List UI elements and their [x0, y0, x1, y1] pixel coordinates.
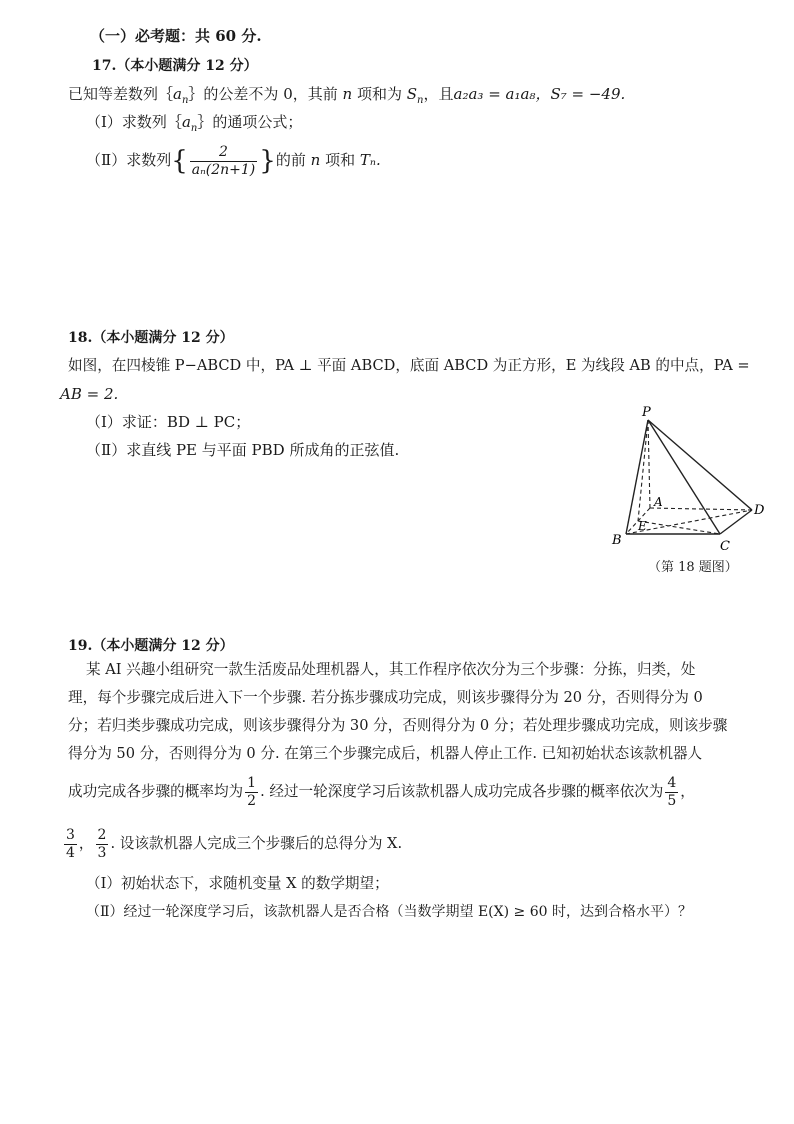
q17-header: 17.（本小题满分 12 分）: [92, 58, 258, 74]
q17-part2-tail: 项和: [325, 151, 356, 169]
edge-PA: [648, 420, 650, 508]
q19-frac2-den: 5: [667, 792, 677, 809]
q17-stem: [68, 84, 625, 111]
q19-frac-four-fifths: [665, 775, 678, 810]
q19-line4: 得分为 50 分，否则得分为 0 分. 在第三个步骤完成后，机器人停止工作. 已知初始状态该款机器人: [68, 745, 703, 762]
q17-part2-pre: （Ⅱ）求数列: [86, 151, 172, 169]
label-C: C: [720, 539, 730, 554]
edge-CD: [720, 510, 752, 534]
q18-part2: （Ⅱ）求直线 PE 与平面 PBD 所成角的正弦值.: [86, 441, 400, 459]
q19-line6-sep: ，: [78, 835, 94, 852]
q19-line5: [68, 772, 695, 812]
q19-frac-half: [245, 775, 258, 810]
q17-part2-T: Tₙ.: [359, 151, 381, 169]
q19-frac3-den: 4: [66, 844, 75, 861]
q19-line5-pre: 成功完成各步骤的概率均为: [68, 783, 244, 800]
q17-seq-a: $a_n$: [173, 85, 189, 106]
label-E: E: [638, 519, 647, 533]
q18-stem-line1: 如图，在四棱锥 P−ABCD 中，PA ⊥ 平面 ABCD，底面 ABCD 为正方形，E 为线段 AB 的中点，PA =: [68, 357, 750, 374]
q19-line6-post: . 设该款机器人完成三个步骤后的总得分为 X.: [110, 835, 403, 852]
q19-frac4-num: 2: [97, 826, 107, 843]
q19-line5-mid: . 经过一轮深度学习后该款机器人成功完成各步骤的概率依次为: [260, 783, 664, 800]
q17-stem-S: $S_n$: [406, 85, 424, 106]
q19-frac-half-num: 1: [247, 774, 257, 791]
q19-line6: [62, 824, 402, 864]
q18-stem-line2: AB = 2.: [60, 385, 119, 403]
q17-frac-num: 2: [190, 144, 258, 162]
q17-brace-right: }: [259, 146, 276, 176]
q19-frac-three-fourths: [64, 827, 77, 862]
q19-line1: 某 AI 兴趣小组研究一款生活废品处理机器人，其工作程序依次分为三个步骤：分拣，归类，处: [86, 661, 696, 678]
edge-AD: [650, 508, 752, 510]
edge-PD: [648, 420, 752, 510]
q17-stem-pre: 已知等差数列｛: [68, 85, 174, 103]
q18-part1: （Ⅰ）求证：BD ⊥ PC；: [86, 413, 251, 431]
q17-part1-post: ｝的通项公式；: [197, 113, 303, 131]
q19-header: 19.（本小题满分 12 分）: [68, 638, 234, 654]
q19-frac-half-den: 2: [247, 792, 257, 809]
edge-EC: [638, 521, 720, 534]
q19-line5-tail: ，: [680, 783, 695, 800]
edge-PB: [626, 420, 648, 534]
edge-PE: [638, 420, 648, 521]
section-heading: （一）必考题：共 60 分.: [90, 27, 262, 45]
q19-line3: 分；若归类步骤成功完成，则该步骤得分为 30 分，否则得分为 0 分；若处理步骤成功完成，则该步骤: [68, 717, 728, 734]
q17-part2: [86, 140, 381, 181]
q17-stem-mid: ｝的公差不为 0，其前: [188, 85, 338, 103]
q17-part2-post: 的前: [275, 151, 306, 169]
q19-part1: （Ⅰ）初始状态下，求随机变量 X 的数学期望；: [86, 875, 389, 892]
q17-part1: [86, 112, 302, 139]
q17-stem-eq: a₂a₃ = a₁a₈，S₇ = −49.: [453, 85, 626, 103]
q17-stem-mid2: 项和为: [356, 85, 402, 103]
label-P: P: [642, 405, 651, 420]
pyramid-figure: [600, 402, 790, 582]
q17-part1-pre: （Ⅰ）求数列｛: [86, 113, 182, 131]
q17-brace-left: {: [171, 146, 188, 176]
figure-caption: （第 18 题图）: [648, 560, 738, 575]
q19-frac3-num: 3: [66, 826, 75, 843]
edge-PC: [648, 420, 720, 534]
label-B: B: [612, 533, 622, 548]
q19-frac2-num: 4: [667, 774, 677, 791]
q17-fraction: [190, 144, 258, 179]
q17-part1-a: $a_n$: [181, 113, 198, 134]
label-A: A: [654, 495, 663, 509]
q19-frac-two-thirds: [96, 827, 109, 862]
q19-line2: 理，每个步骤完成后进入下一个步骤. 若分拣步骤成功完成，则该步骤得分为 20 分，否则得分为 0: [68, 689, 703, 706]
label-D: D: [754, 503, 765, 518]
q17-stem-cond: ，且: [423, 85, 454, 103]
q18-header: 18.（本小题满分 12 分）: [68, 330, 234, 346]
q17-part2-n: n: [310, 151, 321, 169]
q19-frac4-den: 3: [97, 844, 107, 861]
q17-stem-n: n: [342, 85, 353, 103]
q17-frac-den: aₙ(2n+1): [191, 161, 256, 178]
q19-part2: （Ⅱ）经过一轮深度学习后，该款机器人是否合格（当数学期望 E(X) ≥ 60 时，达到合格水平）？: [86, 904, 692, 920]
